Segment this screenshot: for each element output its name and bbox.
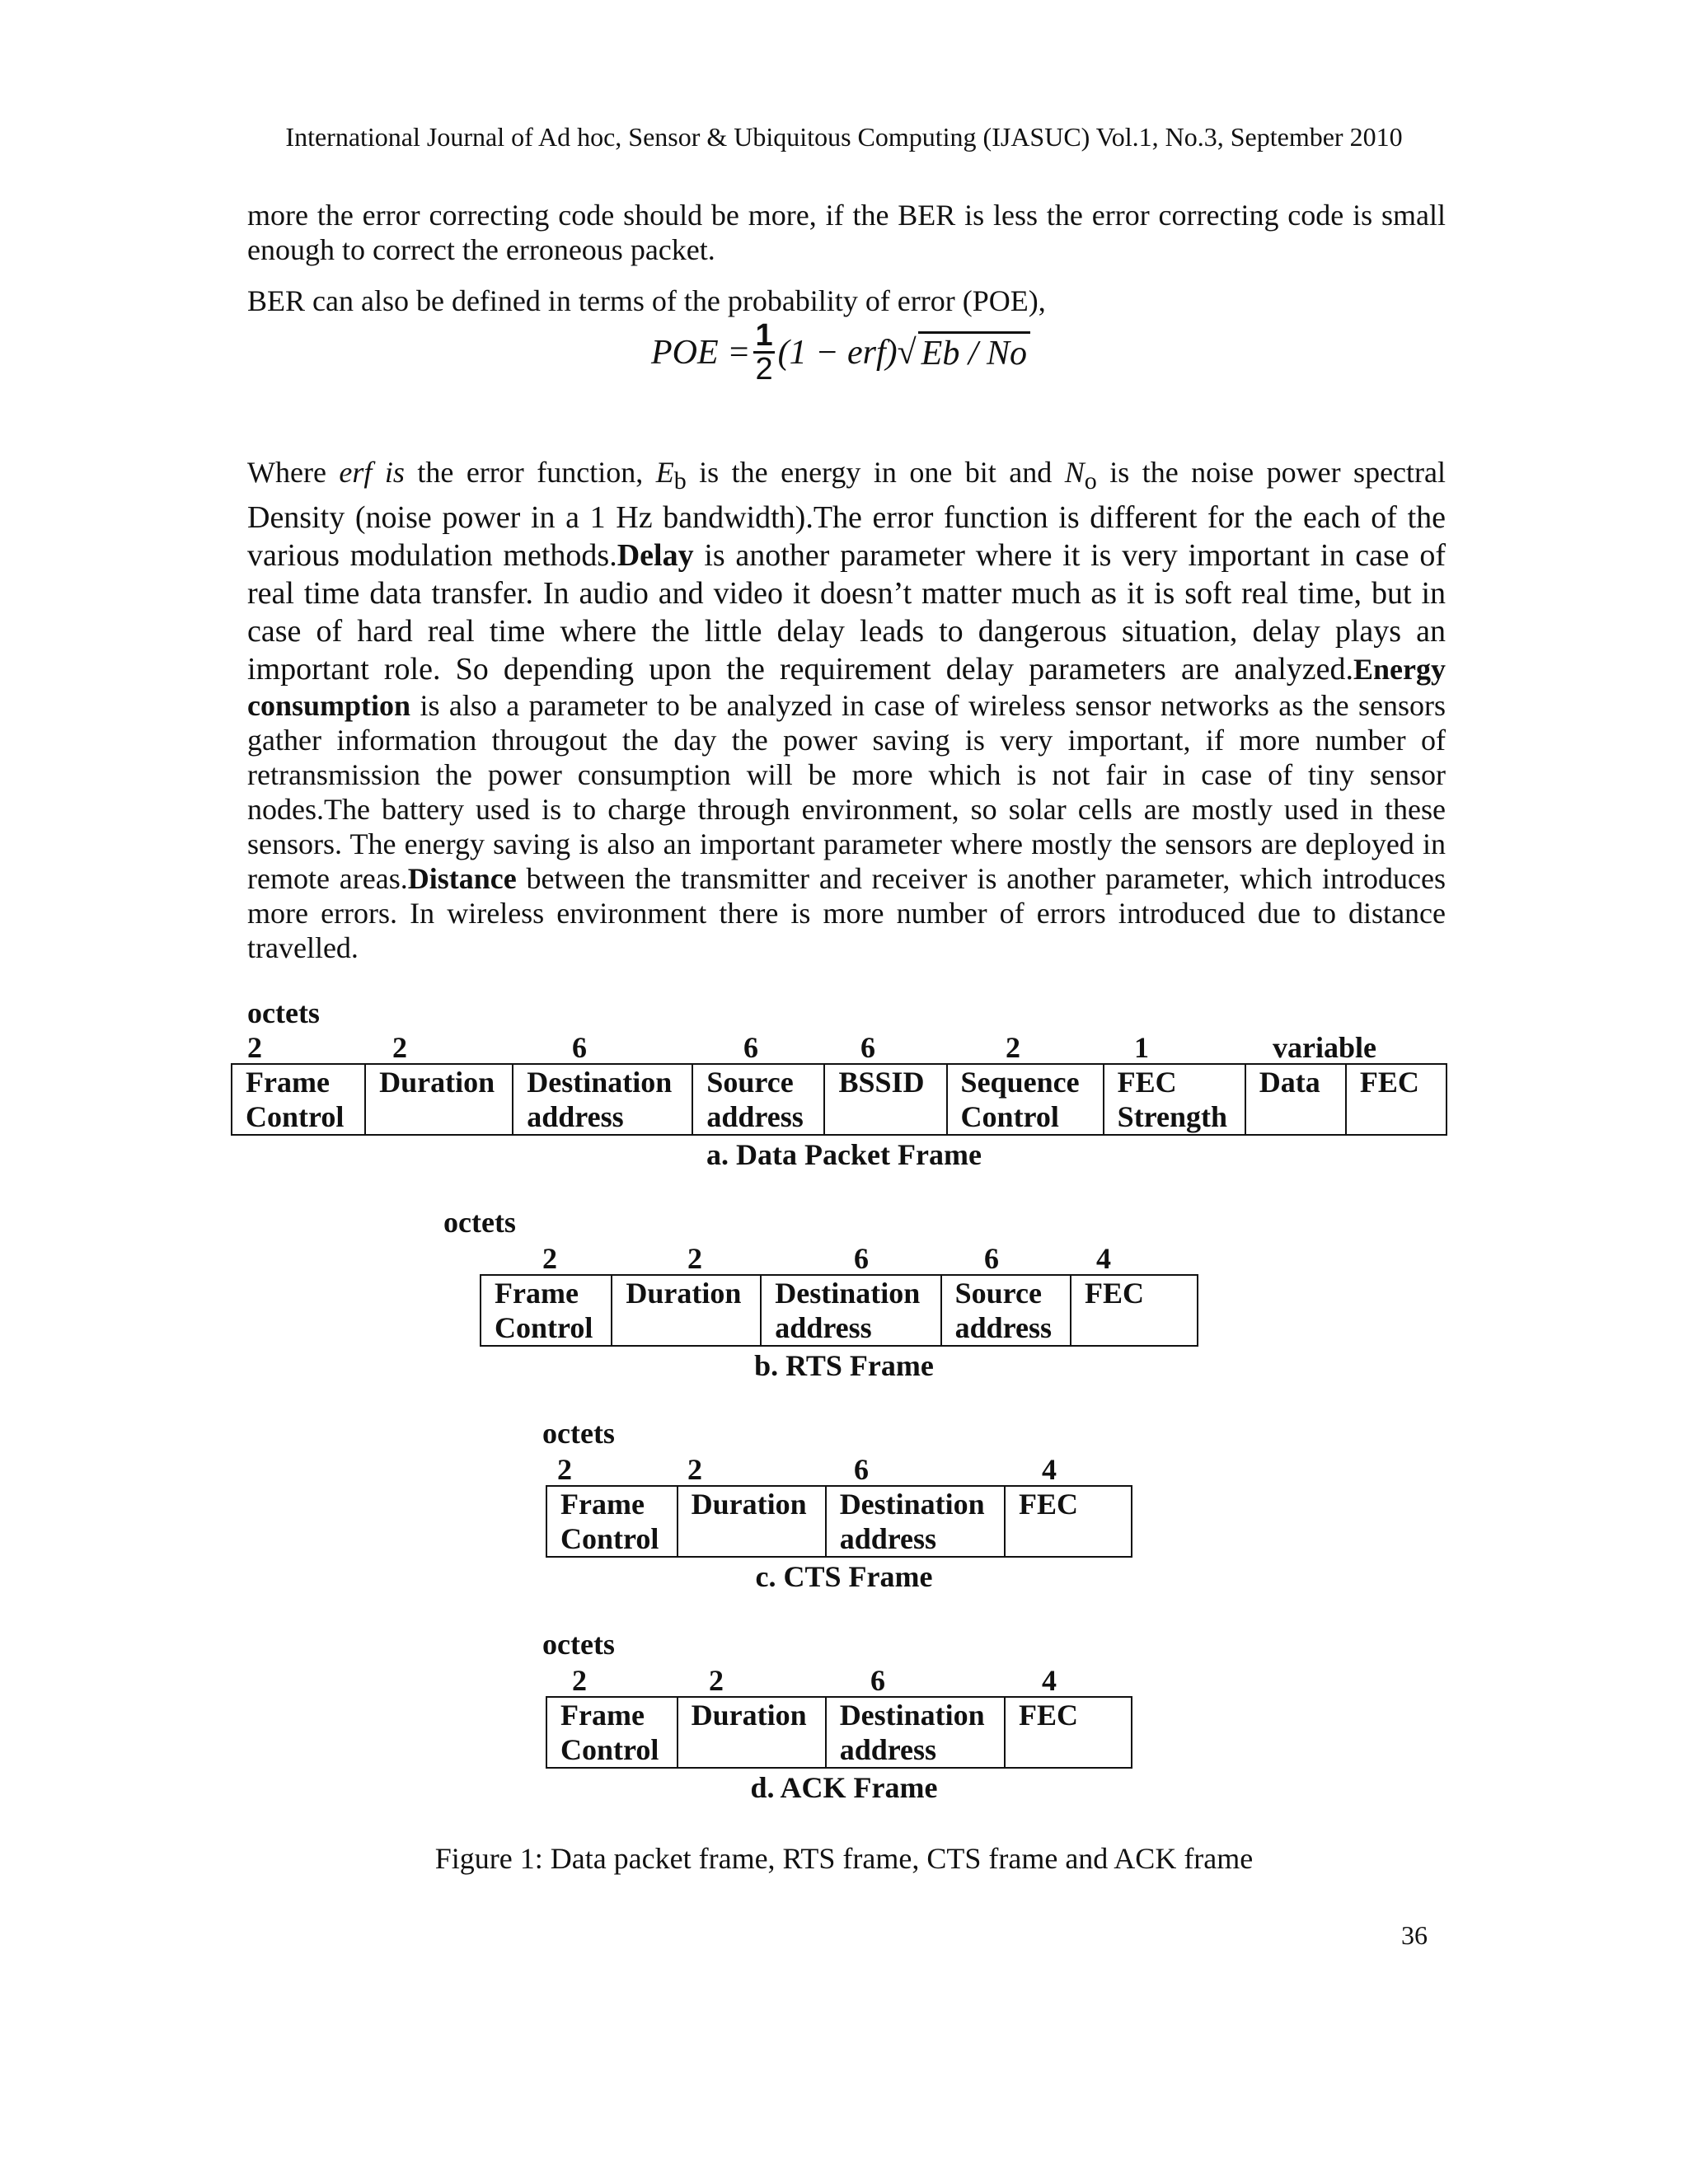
field-line: Destination (775, 1277, 921, 1310)
field-line: Destination (527, 1066, 673, 1099)
field-line: Control (560, 1733, 659, 1766)
field-line: Destination (839, 1488, 985, 1521)
field-cell (941, 1275, 1071, 1346)
p3-erf: erf is (339, 456, 405, 489)
field-cell (232, 1064, 365, 1135)
field-line: Source (954, 1277, 1042, 1310)
formula-denominator: 2 (755, 352, 773, 387)
field-line: Destination (839, 1699, 985, 1732)
size-label: 6 (870, 1664, 885, 1697)
p3-eb-sub: b (673, 467, 687, 495)
p3-larger-text (247, 500, 1446, 687)
frame-fields-row (481, 1275, 1198, 1346)
data-frame-octets-label: octets (247, 996, 320, 1029)
p3-delay: Delay (617, 538, 694, 574)
field-cell (1005, 1486, 1132, 1557)
field-line: address (775, 1311, 872, 1344)
size-label: 2 (1006, 1031, 1020, 1064)
p3-eb: E (655, 456, 674, 489)
size-label: 2 (542, 1242, 557, 1275)
field-cell (1104, 1064, 1245, 1135)
field-line: FEC (1359, 1066, 1419, 1099)
field-line: Frame (560, 1488, 645, 1521)
sqrt-icon: √ (897, 333, 917, 372)
p3-no: N (1064, 456, 1085, 489)
p3-text-1: Where (247, 456, 340, 489)
p3-text-5: Density (noise power in a 1 Hz bandwidth).The error function is different for the each of the various modulation methods. (247, 500, 1446, 574)
size-label: 2 (687, 1242, 702, 1275)
paragraph-poe-intro: BER can also be defined in terms of the probability of error (POE), (247, 284, 1046, 317)
field-line: address (527, 1100, 624, 1133)
field-cell (612, 1275, 761, 1346)
formula-radicand: Eb / No (918, 331, 1030, 373)
field-cell (947, 1064, 1104, 1135)
field-line: address (839, 1733, 937, 1766)
size-label: variable (1273, 1031, 1376, 1064)
rts-frame-table (480, 1274, 1198, 1347)
field-line: address (839, 1522, 937, 1555)
size-label: 2 (687, 1453, 702, 1486)
field-line: Control (495, 1311, 593, 1344)
p3-text-6: is another parameter where it is very important in case of real time data transfer. In audio and video it doesn’t matter much as it is soft real time, but in case of hard real time where the little delay leads to dangerous situation, delay plays an important role. So depending upon the requirement delay parameters are analyzed. (247, 538, 1446, 687)
field-line: Control (960, 1100, 1059, 1133)
field-line: Frame (246, 1066, 330, 1099)
field-cell (365, 1064, 513, 1135)
field-cell (824, 1064, 946, 1135)
field-line: Frame (495, 1277, 579, 1310)
size-label: 2 (572, 1664, 587, 1697)
data-frame-sizes (0, 1030, 1688, 1066)
frame-fields-row (232, 1064, 1447, 1135)
field-cell (678, 1697, 826, 1768)
cts-frame-octets-label: octets (542, 1417, 615, 1450)
size-label: 4 (1042, 1453, 1057, 1486)
ack-frame-caption: d. ACK Frame (750, 1771, 938, 1804)
page-number: 36 (1401, 1920, 1428, 1950)
field-cell (1005, 1697, 1132, 1768)
field-line: Duration (626, 1277, 742, 1310)
paragraph-ber-continued: more the error correcting code should be more, if the BER is less the error correcting code is small enough to correct the erroneous packet. (247, 199, 1446, 266)
p3-distance: Distance (407, 862, 517, 896)
size-label: 2 (709, 1664, 724, 1697)
field-line: FEC (1117, 1066, 1177, 1099)
field-line: Duration (691, 1488, 807, 1521)
figure-caption: Figure 1: Data packet frame, RTS frame, CTS frame and ACK frame (434, 1842, 1254, 1875)
field-line: Source (706, 1066, 794, 1099)
formula-numerator: 1 (755, 318, 773, 353)
rts-frame-sizes (0, 1241, 1688, 1277)
field-cell (546, 1486, 678, 1557)
formula-lhs: POE = (651, 333, 751, 372)
field-cell (692, 1064, 824, 1135)
p3-no-sub: o (1084, 467, 1097, 495)
ack-frame-sizes (0, 1663, 1688, 1699)
data-packet-frame-table (231, 1063, 1447, 1136)
field-cell (826, 1486, 1005, 1557)
p3-text-3: is the energy in one bit and (686, 456, 1065, 489)
field-line: BSSID (838, 1066, 925, 1099)
field-line: Duration (691, 1699, 807, 1732)
size-label: 6 (854, 1453, 869, 1486)
cts-frame-caption: c. CTS Frame (755, 1560, 933, 1593)
rts-frame-caption: b. RTS Frame (754, 1349, 934, 1382)
field-cell (513, 1064, 692, 1135)
size-label: 4 (1042, 1664, 1057, 1697)
p3-text-7: is also a parameter to be analyzed in case of wireless sensor networks as the sensors gather information througout the day the power saving is very important, if more number of retransmission the power consumption will be more which is not fair in case of tiny sensor nodes.The battery used is to charge through environment, so solar cells are mostly used in these sensors. The energy saving is also an important parameter where mostly the sensors are deployed in remote areas. (247, 689, 1446, 896)
field-line: Strength (1117, 1100, 1228, 1133)
field-line: FEC (1019, 1488, 1078, 1521)
field-cell (761, 1275, 940, 1346)
formula-fraction (753, 320, 774, 385)
size-label: 6 (743, 1031, 758, 1064)
size-label: 6 (984, 1242, 999, 1275)
field-cell (1346, 1064, 1447, 1135)
field-cell (546, 1697, 678, 1768)
field-line: Sequence (960, 1066, 1080, 1099)
size-label: 2 (392, 1031, 407, 1064)
rts-frame-octets-label: octets (443, 1206, 516, 1239)
field-line: Frame (560, 1699, 645, 1732)
field-cell (481, 1275, 612, 1346)
frame-fields-row (546, 1486, 1132, 1557)
size-label: 1 (1134, 1031, 1149, 1064)
field-line: Data (1259, 1066, 1320, 1099)
p3-text-4: is the noise power spectral (1096, 456, 1446, 489)
field-line: Duration (379, 1066, 495, 1099)
size-label: 4 (1096, 1242, 1111, 1275)
paragraph-parameters (247, 455, 1446, 965)
size-label: 6 (860, 1031, 875, 1064)
field-line: FEC (1085, 1277, 1144, 1310)
size-label: 2 (557, 1453, 572, 1486)
ack-frame-octets-label: octets (542, 1628, 615, 1661)
field-cell (826, 1697, 1005, 1768)
field-line: FEC (1019, 1699, 1078, 1732)
cts-frame-table (546, 1485, 1132, 1558)
field-line: address (954, 1311, 1052, 1344)
field-line: Control (560, 1522, 659, 1555)
formula-middle: (1 − erf) (777, 333, 898, 372)
running-header: International Journal of Ad hoc, Sensor & Ubiquitous Computing (IJASUC) Vol.1, No.3, September 2010 (285, 122, 1403, 152)
field-cell (1245, 1064, 1346, 1135)
p3-text-2: the error function, (404, 456, 656, 489)
data-frame-caption: a. Data Packet Frame (706, 1138, 982, 1171)
p3-energy: Energy consumption (247, 653, 1446, 723)
field-cell (1071, 1275, 1198, 1346)
field-line: Control (246, 1100, 345, 1133)
poe-formula (651, 320, 1030, 385)
frame-fields-row (546, 1697, 1132, 1768)
ack-frame-table (546, 1696, 1132, 1769)
p3-text-8: between the transmitter and receiver is another parameter, which introduces more errors. In wireless environment there is more number of errors introduced due to distance travelled. (247, 862, 1447, 965)
field-cell (678, 1486, 826, 1557)
size-label: 6 (854, 1242, 869, 1275)
size-label: 2 (247, 1031, 262, 1064)
cts-frame-sizes (0, 1452, 1688, 1488)
field-line: address (706, 1100, 804, 1133)
size-label: 6 (572, 1031, 587, 1064)
